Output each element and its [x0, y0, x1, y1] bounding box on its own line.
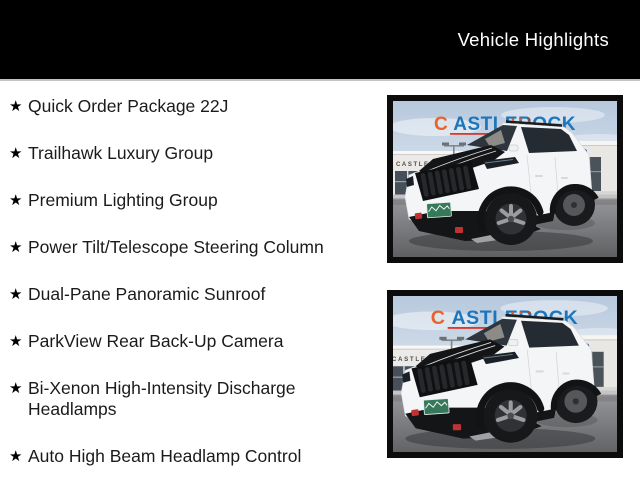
page-title: Vehicle Highlights	[457, 28, 609, 50]
highlight-item	[0, 446, 368, 467]
highlight-text: Dual-Pane Panoramic Sunroof	[28, 284, 266, 304]
highlights-list	[0, 81, 372, 493]
header-bar	[0, 0, 640, 81]
highlight-item	[0, 96, 368, 117]
highlight-text: Auto High Beam Headlamp Control	[28, 446, 302, 466]
highlight-text: ParkView Rear Back-Up Camera	[28, 331, 284, 351]
star-bullet-icon: ★	[9, 286, 23, 303]
highlight-text: Power Tilt/Telescope Steering Column	[28, 237, 324, 257]
highlight-item	[0, 143, 368, 164]
highlight-text: Quick Order Package 22J	[28, 96, 229, 116]
highlight-text: Trailhawk Luxury Group	[28, 143, 214, 163]
highlight-item	[0, 284, 368, 305]
star-bullet-icon: ★	[9, 380, 23, 397]
highlight-item	[0, 378, 368, 420]
highlight-item	[0, 331, 368, 352]
star-bullet-icon: ★	[9, 192, 23, 209]
star-bullet-icon: ★	[9, 98, 23, 115]
highlight-item	[0, 190, 368, 211]
highlight-item	[0, 237, 368, 258]
star-bullet-icon: ★	[9, 333, 23, 350]
highlight-text: Premium Lighting Group	[28, 190, 218, 210]
star-bullet-icon: ★	[9, 448, 23, 465]
vehicle-photo-top-svg	[393, 101, 617, 257]
star-bullet-icon: ★	[9, 239, 23, 256]
highlight-text: Bi-Xenon High-Intensity Discharge Headlamps	[28, 378, 296, 419]
vehicle-photo-bottom-svg	[393, 296, 617, 452]
vehicle-photo-bottom	[387, 290, 623, 458]
star-bullet-icon: ★	[9, 145, 23, 162]
vehicle-photo-top	[387, 95, 623, 263]
